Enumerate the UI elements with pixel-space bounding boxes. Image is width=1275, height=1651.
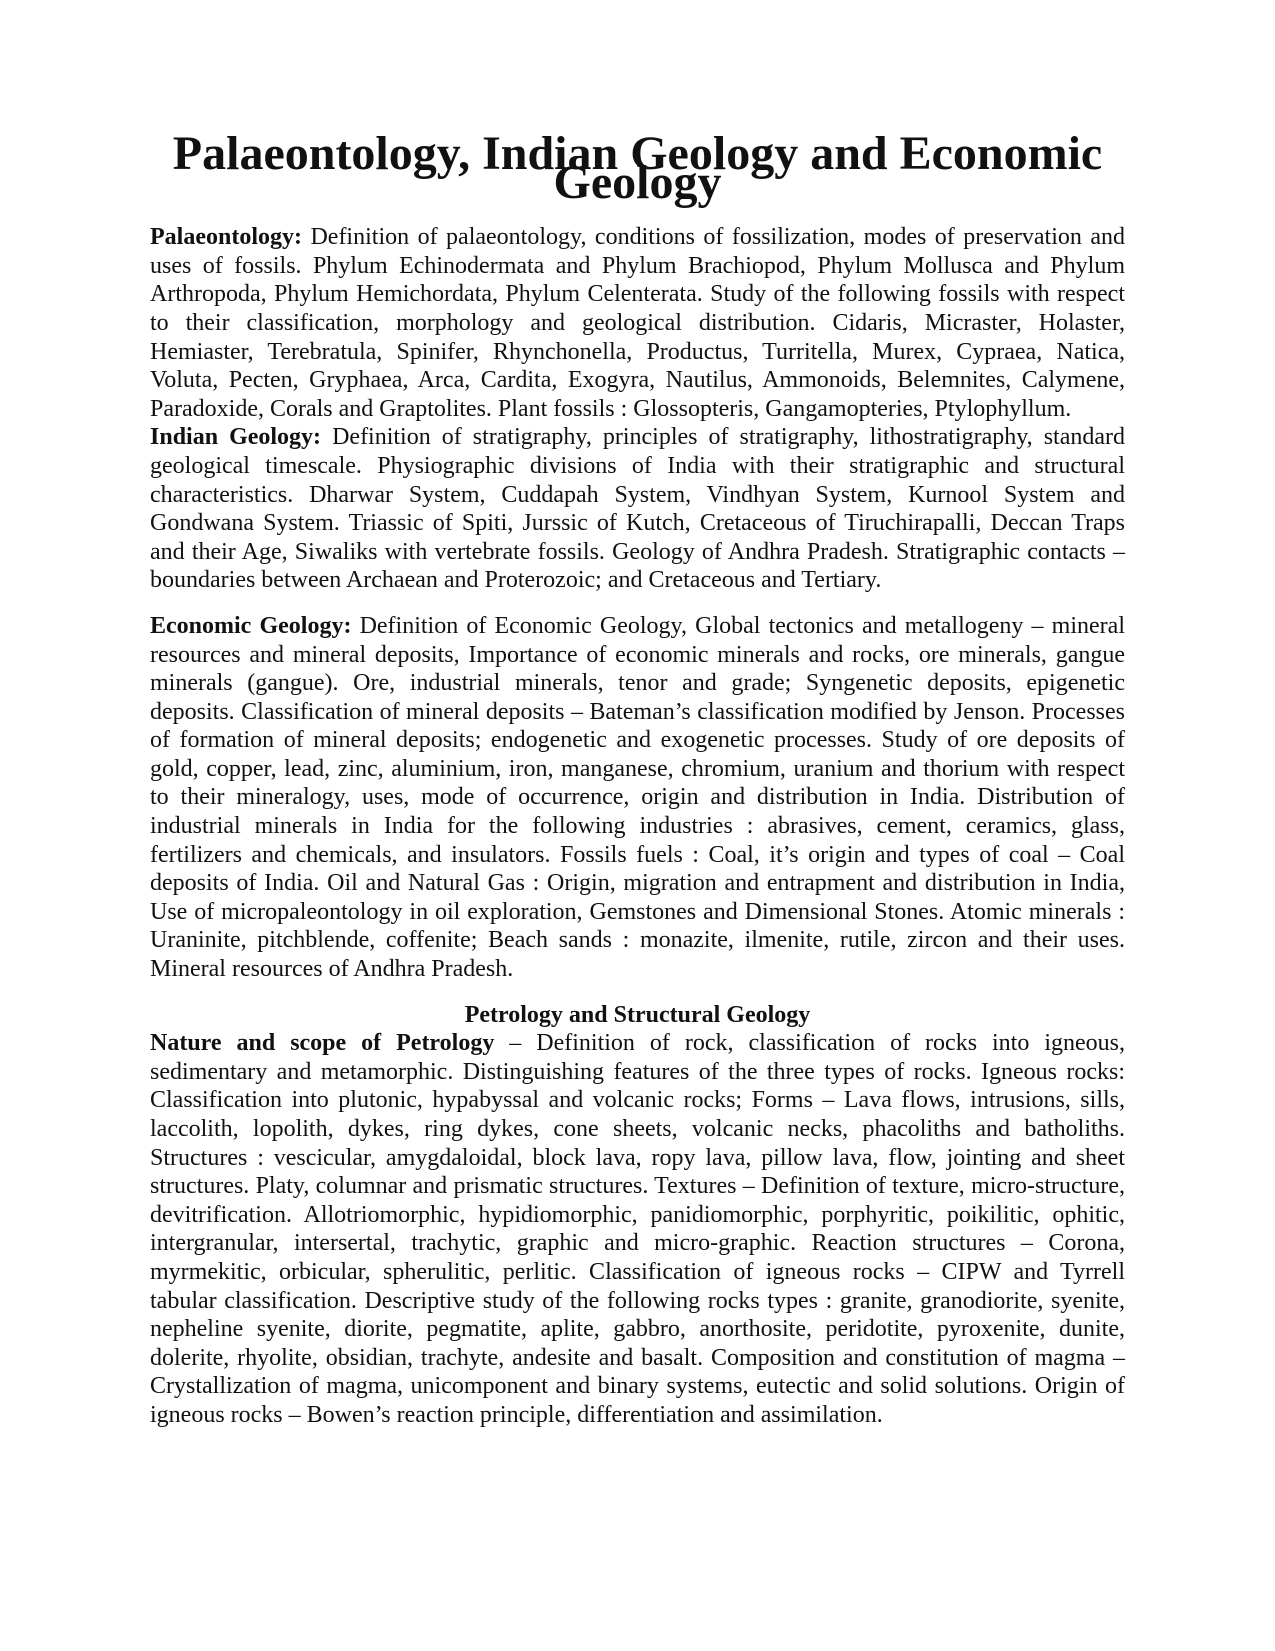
palaeontology-text: Definition of palaeontology, conditions of fossilization, modes of preservation and uses of fossils. Phylum Echinodermata and Phylum Brachiopod, Phylum Mollusca and Phylum Arthropoda, Phylum Hemichordata, Phylum Celenterata. Study of the following fossils with respect to their classification, morphology and geological distribution. Cidaris, Micraster, Holaster, Hemiaster, Terebratula, Spinifer, Rhynchonella, Productus, Turritella, Murex, Cypraea, Natica, Voluta, Pecten, Gryphaea, Arca, Cardita, Exogyra, Nautilus, Ammonoids, Belemnites, Calymene, Paradoxide, Corals and Graptolites. Plant fossils : Glossopteris, Gangamopteries, Ptylophyllum. <box>150 224 1125 422</box>
indian-geology-paragraph <box>150 423 1125 595</box>
petrology-paragraph <box>150 1029 1125 1429</box>
economic-geology-text: Definition of Economic Geology, Global tectonics and metallogeny – mineral resources and mineral deposits, Importance of economic minerals and rocks, ore minerals, gangue minerals (gangue). Ore, industrial minerals, tenor and grade; Syngenetic deposits, epigenetic deposits. Classification of mineral deposits – Bateman’s classification modified by Jenson. Processes of formation of mineral deposits; endogenetic and exogenetic processes. Study of ore deposits of gold, copper, lead, zinc, aluminium, iron, manganese, chromium, uranium and thorium with respect to their mineralogy, uses, mode of occurrence, origin and distribution in India. Distribution of industrial minerals in India for the following industries : abrasives, cement, ceramics, glass, fertilizers and chemicals, and insulators. Fossils fuels : Coal, it’s origin and types of coal – Coal deposits of India. Oil and Natural Gas : Origin, migration and entrapment and distribution in India, Use of micropaleontology in oil exploration, Gemstones and Dimensional Stones. Atomic minerals : Uraninite, pitchblende, coffenite; Beach sands : monazite, ilmenite, rutile, zircon and their uses. Mineral resources of Andhra Pradesh. <box>150 612 1125 983</box>
palaeontology-paragraph <box>150 223 1125 423</box>
indian-geology-text: Definition of stratigraphy, principles of stratigraphy, lithostratigraphy, standard geological timescale. Physiographic divisions of India with their stratigraphic and structural characteristics. Dharwar System, Cuddapah System, Vindhyan System, Kurnool System and Gondwana System. Triassic of Spiti, Jurssic of Kutch, Cretaceous of Tiruchirapalli, Deccan Traps and their Age, Siwaliks with vertebrate fossils. Geology of Andhra Pradesh. Stratigraphic contacts – boundaries between Archaean and Proterozoic; and Cretaceous and Tertiary. <box>150 424 1126 594</box>
section-title: Petrology and Structural Geology <box>464 1001 811 1028</box>
economic-geology-heading: Economic Geology: <box>150 612 352 639</box>
page-title: Palaeontology, Indian Geology and Economic Geology <box>172 127 1103 209</box>
indian-geology-heading: Indian Geology: <box>150 424 322 451</box>
petrology-text: – Definition of rock, classification of rocks into igneous, sedimentary and metamorphic. Distinguishing features of the three types of rocks. Igneous rocks: Classification into plutonic, hypabyssal and volcanic rocks; Forms – Lava flows, intrusions, sills, laccolith, lopolith, dykes, ring dykes, cone sheets, volcanic necks, phacoliths and batholiths. Structures : vescicular, amygdaloidal, block lava, ropy lava, pillow lava, flow, jointing and sheet structures. Platy, columnar and prismatic structures. Textures – Definition of texture, micro-structure, devitrification. Allotriomorphic, hypidiomorphic, panidiomorphic, porphyritic, poikilitic, ophitic, intergranular, intersertal, trachytic, graphic and micro-graphic. Reaction structures – Corona, myrmekitic, orbicular, spherulitic, perlitic. Classification of igneous rocks – CIPW and Tyrrell tabular classification. Descriptive study of the following rocks types : granite, granodiorite, syenite, nepheline syenite, diorite, pegmatite, aplite, gabbro, anorthosite, peridotite, pyroxenite, dunite, dolerite, rhyolite, obsidian, trachyte, andesite and basalt. Composition and constitution of magma – Crystallization of magma, unicomponent and binary systems, eutectic and solid solutions. Origin of igneous rocks – Bowen’s reaction principle, differentiation and assimilation. <box>150 1030 1125 1428</box>
economic-geology-paragraph <box>150 612 1125 984</box>
petrology-heading: Nature and scope of Petrology <box>150 1030 495 1057</box>
palaeontology-heading: Palaeontology: <box>150 224 302 251</box>
document-page <box>150 127 1126 1430</box>
